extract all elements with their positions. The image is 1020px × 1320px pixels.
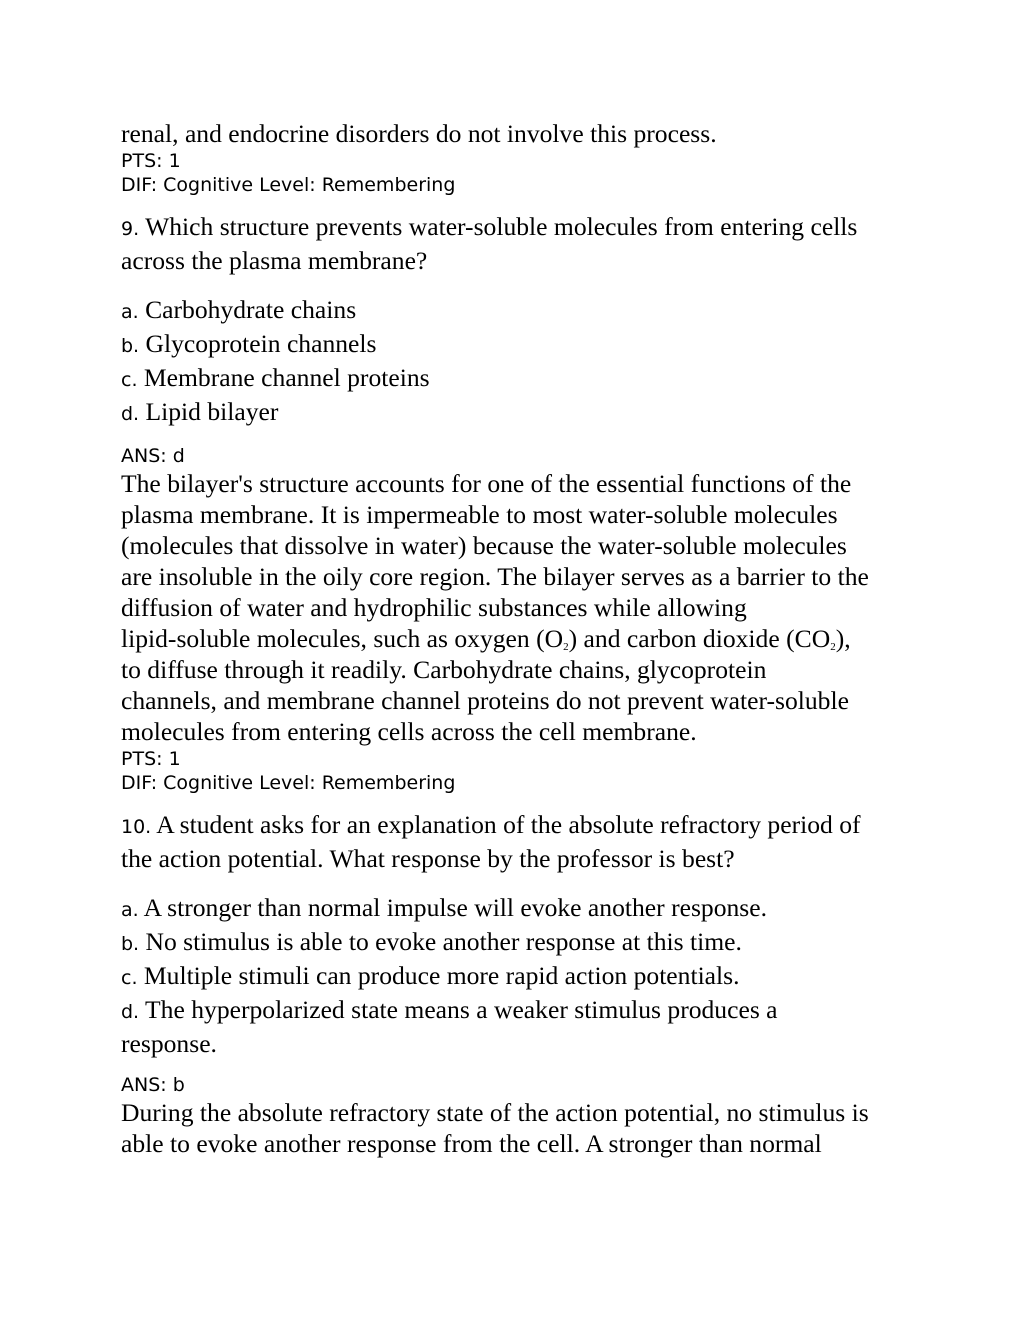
question-10-stem-text: A student asks for an explanation of the absolute refractory period of	[151, 810, 861, 839]
rationale-text: ),	[835, 624, 851, 653]
rationale-line	[121, 623, 921, 654]
question-9-option-c	[121, 362, 921, 396]
question-9-answer-block	[121, 444, 921, 795]
question-9-stem-line-1	[121, 211, 921, 245]
rationale-line: plasma membrane. It is impermeable to most water-soluble molecules	[121, 500, 838, 529]
question-10-options	[121, 892, 921, 1059]
option-text: Lipid bilayer	[139, 397, 279, 426]
option-letter: c.	[121, 369, 138, 391]
previous-rationale-tail: renal, and endocrine disorders do not involve this process.	[121, 119, 717, 148]
option-text: No stimulus is able to evoke another response at this time.	[139, 927, 742, 956]
option-text: The hyperpolarized state means a weaker stimulus produces a	[139, 995, 778, 1024]
previous-difficulty: DIF: Cognitive Level: Remembering	[121, 174, 456, 196]
question-9-points: PTS: 1	[121, 748, 181, 770]
option-letter: b.	[121, 335, 140, 357]
option-text: Membrane channel proteins	[137, 363, 430, 392]
subscript: 2	[563, 641, 569, 653]
question-10-stem-line-1	[121, 809, 921, 843]
option-text: Carbohydrate chains	[138, 295, 357, 324]
subscript: 2	[830, 641, 836, 653]
option-letter: d.	[121, 1001, 140, 1023]
rationale-line: to diffuse through it readily. Carbohydrate chains, glycoprotein	[121, 655, 767, 684]
question-10-option-b	[121, 926, 921, 960]
question-9-rationale	[121, 468, 921, 747]
question-10-option-c	[121, 960, 921, 994]
question-10-option-d	[121, 994, 921, 1028]
question-10-option-d-continued: response.	[121, 1029, 217, 1058]
rationale-line: During the absolute refractory state of the action potential, no stimulus is	[121, 1098, 869, 1127]
rationale-line: able to evoke another response from the cell. A stronger than normal	[121, 1129, 822, 1158]
option-letter: a.	[121, 301, 139, 323]
question-9-stem-text: Which structure prevents water-soluble molecules from entering cells	[139, 212, 858, 241]
document-page	[121, 118, 921, 1159]
rationale-line: channels, and membrane channel proteins do not prevent water-soluble	[121, 686, 849, 715]
option-letter: d.	[121, 403, 140, 425]
rationale-line: The bilayer's structure accounts for one of the essential functions of the	[121, 469, 852, 498]
option-text: A stronger than normal impulse will evoke another response.	[138, 893, 768, 922]
question-9-option-d	[121, 396, 921, 430]
option-letter: c.	[121, 967, 138, 989]
rationale-line: diffusion of water and hydrophilic substances while allowing	[121, 593, 747, 622]
question-10-number: 10.	[121, 816, 152, 838]
question-10-answer: ANS: b	[121, 1074, 185, 1096]
question-9-answer: ANS: d	[121, 445, 185, 467]
rationale-line: are insoluble in the oily core region. The bilayer serves as a barrier to the	[121, 562, 869, 591]
previous-points: PTS: 1	[121, 150, 181, 172]
option-text: Multiple stimuli can produce more rapid action potentials.	[137, 961, 740, 990]
rationale-line: molecules from entering cells across the cell membrane.	[121, 717, 697, 746]
question-9	[121, 211, 921, 795]
option-text: Glycoprotein channels	[139, 329, 377, 358]
question-9-options	[121, 294, 921, 430]
question-10-option-a	[121, 892, 921, 926]
question-9-difficulty: DIF: Cognitive Level: Remembering	[121, 772, 456, 794]
question-9-number: 9.	[121, 218, 140, 240]
option-letter: b.	[121, 933, 140, 955]
rationale-text: lipid-soluble molecules, such as oxygen (O	[121, 624, 564, 653]
question-10-stem-line-2: the action potential. What response by the professor is best?	[121, 844, 735, 873]
question-10-rationale	[121, 1097, 921, 1159]
question-9-option-a	[121, 294, 921, 328]
rationale-text: ) and carbon dioxide (CO	[568, 624, 831, 653]
question-10	[121, 809, 921, 1159]
rationale-line: (molecules that dissolve in water) because the water-soluble molecules	[121, 531, 847, 560]
question-10-answer-block	[121, 1073, 921, 1159]
question-9-stem-line-2: across the plasma membrane?	[121, 246, 428, 275]
option-letter: a.	[121, 899, 139, 921]
question-9-option-b	[121, 328, 921, 362]
